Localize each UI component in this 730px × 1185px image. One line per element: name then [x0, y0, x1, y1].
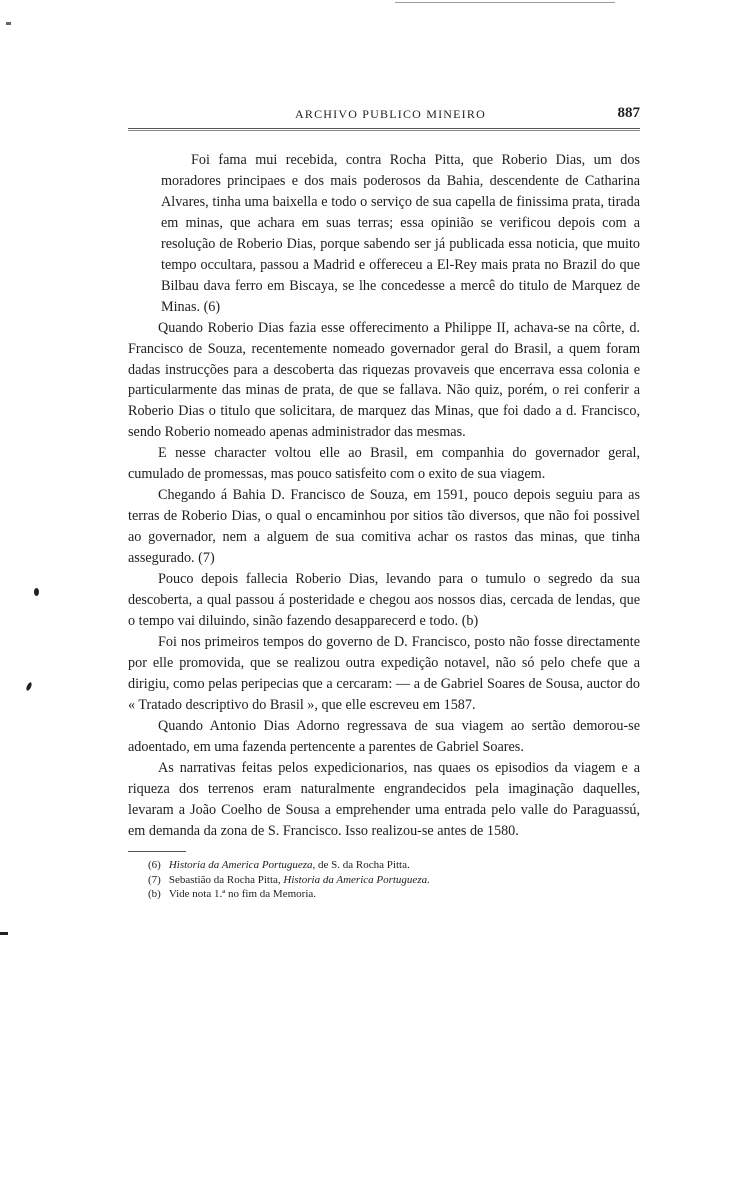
corner-mark: [6, 22, 11, 25]
page-header: [128, 107, 640, 127]
footnote-author: , de S. da Rocha Pitta.: [312, 859, 410, 872]
footnote: [148, 887, 640, 902]
paragraph: Pouco depois fallecia Roberio Dias, levando para o tumulo o segredo da sua descoberta, a qual passou á posteridade e chegou aos nossos dias, cercada de lendas, que o tempo vai diluindo, sinão fazendo desapparecerd e todo. (b): [128, 571, 640, 629]
paragraph: Quando Antonio Dias Adorno regressava de sua viagem ao sertão demorou-se adoentado, em uma fazenda pertencente a parentes de Gabriel Soares.: [128, 717, 640, 755]
footnote-rule: [128, 851, 186, 852]
top-edge-rule: [395, 2, 615, 3]
page-number: 887: [617, 105, 640, 121]
body-text: [128, 150, 640, 902]
footnote-mark: (b): [148, 888, 161, 901]
footnote-mark: (7): [148, 873, 161, 886]
margin-ink-mark: [0, 932, 8, 935]
footnote-author: Sebastião da Rocha Pitta,: [168, 873, 281, 886]
footnote-mark: (6): [148, 859, 161, 872]
paragraph: Quando Roberio Dias fazia esse offerecimento a Philippe II, achava-se na côrte, d. Francisco de Souza, recentemente nomeado governador geral do Brasil, a quem foram dadas instrucções para a descoberta das riquezas provaveis que encerrava essa colonia e particularmente das minas de prata, de que se fallava. Não quiz, porém, o rei conferir a Roberio Dias o titulo que solicitara, de marquez das Minas, que foi dado a d. Francisco, sendo Roberio nomeado apenas administrador das mesmas.: [128, 319, 640, 441]
footnote: [148, 873, 640, 888]
footnote-work-title: Historia da America Portugueza.: [283, 873, 430, 886]
margin-ink-mark: [34, 588, 39, 596]
paragraph: Chegando á Bahia D. Francisco de Souza, em 1591, pouco depois seguiu para as terras de Roberio Dias, o qual o encaminhou por sitios tão diversos, que não foi possivel ao governador, nem a alguem de sua comitiva achar os rastos das minas, que tinha assegurado. (7): [128, 487, 640, 567]
header-rule: [128, 128, 640, 131]
paragraph: Foi nos primeiros tempos do governo de D. Francisco, posto não fosse directamente por elle promovida, que se realizou outra expedição notavel, não só pelo chefe que a dirigiu, como pelas peripecias que a cercaram: — a de Gabriel Soares de Sousa, auctor do « Tratado descriptivo do Brasil », que elle escreveu em 1587.: [128, 633, 640, 713]
footnote: [148, 858, 640, 873]
running-head: ARCHIVO PUBLICO MINEIRO: [295, 107, 486, 121]
footnote-work-title: Historia da America Portugueza: [168, 859, 313, 872]
footnote-text: Vide nota 1.ª no fim da Memoria.: [168, 888, 317, 901]
paragraph: Foi fama mui recebida, contra Rocha Pitta, que Roberio Dias, um dos moradores principaes e dos mais poderosos da Bahia, descendente de Catharina Alvares, tinha uma baixella e todo o serviço de sua capella de finissima prata, tirada em minas, que achara em suas terras; essa opinião se verificou depois com a resolução de Roberio Dias, porque sabendo ser já publicada essa noticia, que muito tempo occultara, passou a Madrid e offereceu a El-Rey mais prata no Brazil do que Bilbau dava ferro em Biscaya, se lhe concedesse a mercê do titulo de Marquez de Minas. (6): [161, 152, 640, 315]
margin-ink-mark: [25, 682, 32, 692]
paragraph: As narrativas feitas pelos expedicionarios, nas quaes os episodios da viagem e a riqueza dos terrenos eram naturalmente engrandecidos pela imaginação daquelles, levaram a João Coelho de Sousa a emprehender uma entrada pelo valle do Paraguassú, em demanda da zona de S. Francisco. Isso realizou-se antes de 1580.: [128, 759, 640, 839]
paragraph: E nesse character voltou elle ao Brasil, em companhia do governador geral, cumulado de promessas, mas pouco satisfeito com o exito de sua viagem.: [128, 445, 640, 483]
